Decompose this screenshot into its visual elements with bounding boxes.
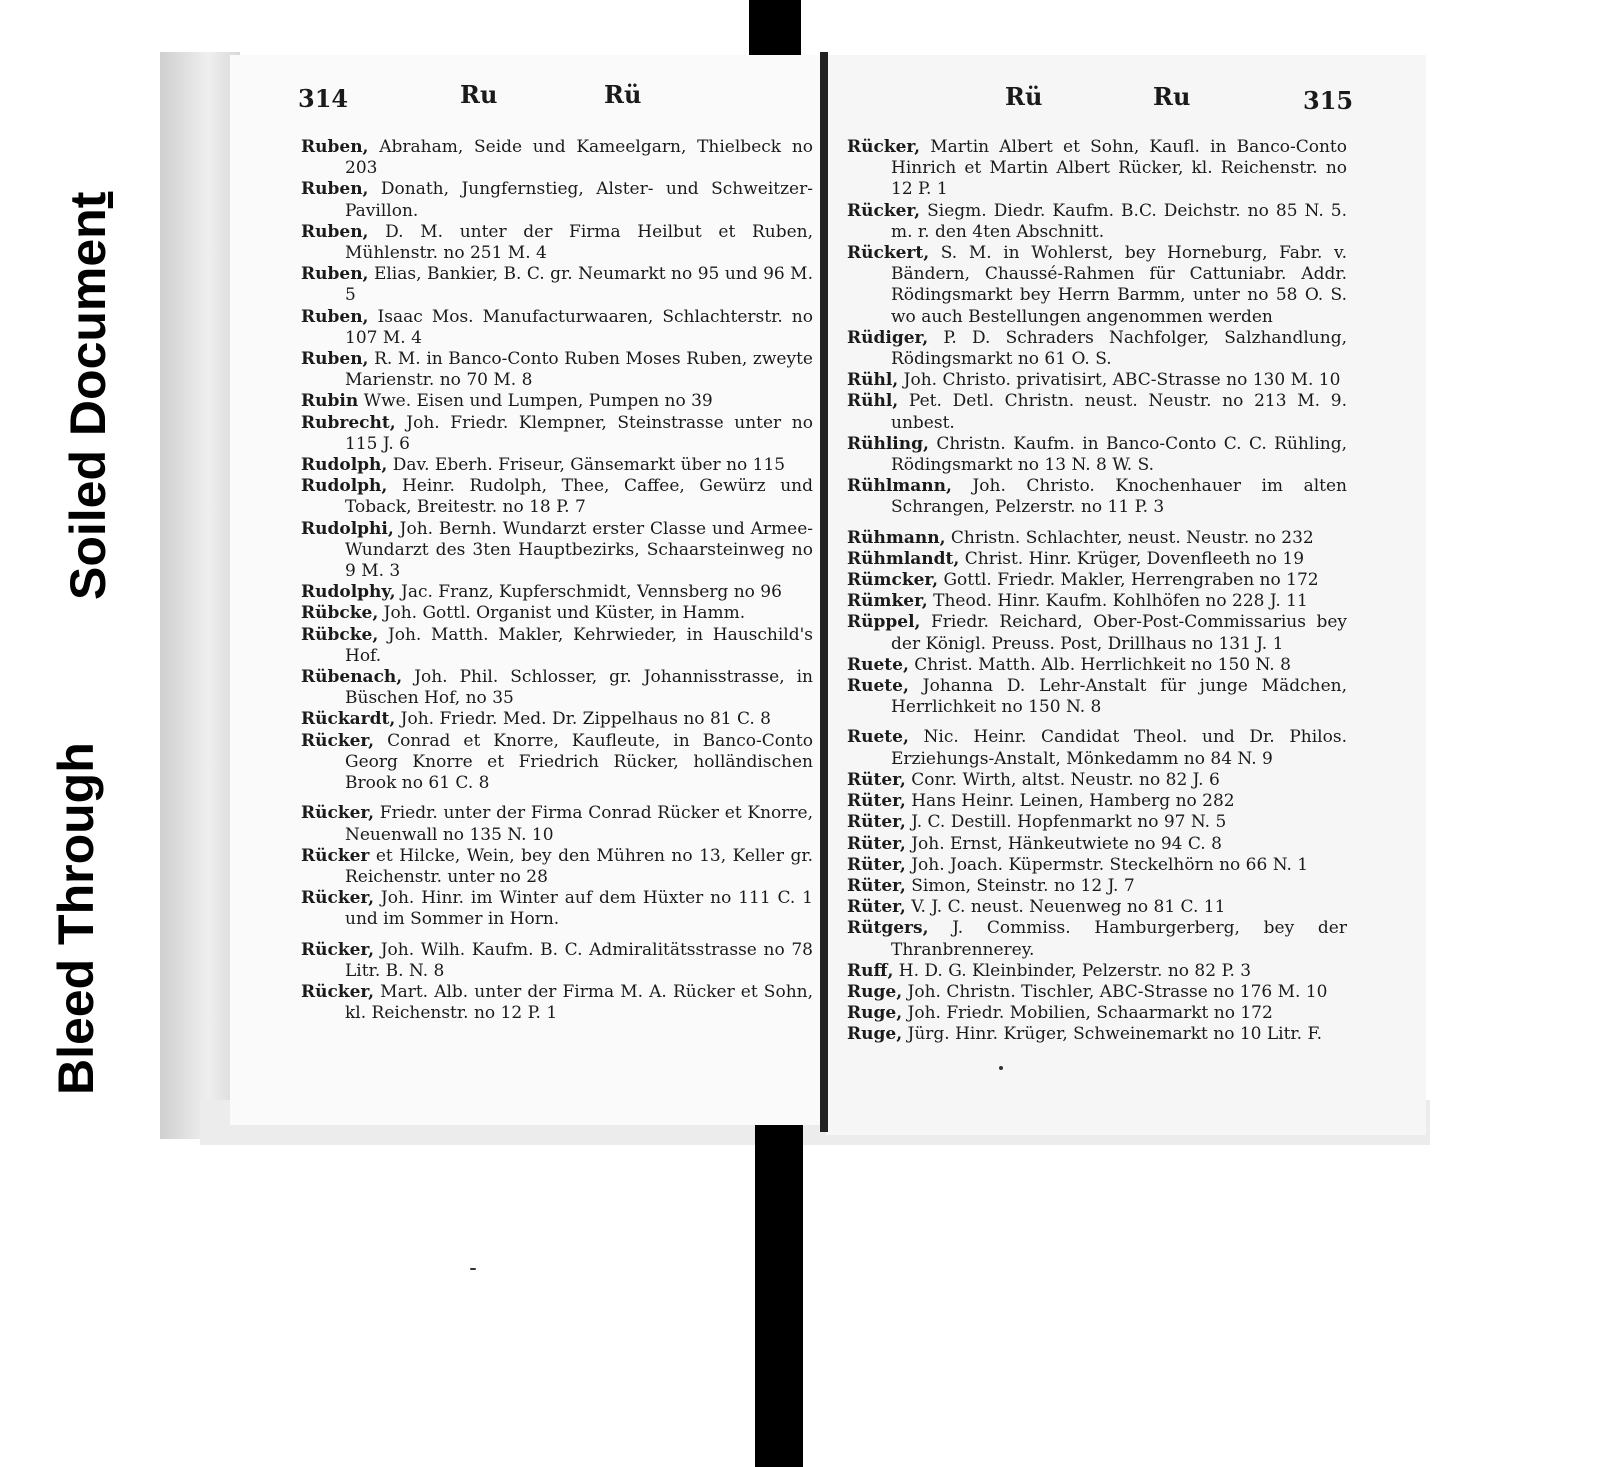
entry-text: Joh. Gottl. Organist und Küster, in Hamm. [378,603,746,624]
directory-entry [847,434,1347,476]
entry-name: Ruben, [301,179,369,200]
entry-name: Rühlmann, [847,476,952,497]
directory-entry [847,612,1347,654]
directory-entry [301,519,813,583]
directory-entry [847,328,1347,370]
entry-text: Mart. Alb. unter der Firma M. A. Rücker et Sohn, kl. Reichenstr. no 12 P. 1 [345,981,813,1024]
top-black-bar [749,0,801,55]
directory-entry [301,307,813,349]
directory-entry [847,570,1347,591]
entry-text: Joh. Christo. privatisirt, ABC-Strasse no 130 M. 10 [898,370,1341,391]
entry-name: Ruge, [847,981,903,1002]
entry-text: P. D. Schraders Nachfolger, Salzhandlung, Rödingsmarkt no 61 O. S. [891,327,1347,370]
entry-name: Rüter, [847,769,906,790]
entry-name: Rüter, [847,833,906,854]
entry-text: Elias, Bankier, B. C. gr. Neumarkt no 95 und 96 M. 5 [345,264,813,306]
entry-text: Donath, Jungfernstieg, Alster- und Schweitzer-Pavillon. [345,179,813,221]
entry-name: Ruben, [301,306,369,327]
directory-entry [301,264,813,306]
entry-name: Rübcke, [301,624,379,645]
entry-name: Rudolph, [301,476,388,497]
entry-text: Joh. Friedr. Med. Dr. Zippelhaus no 81 C. 8 [395,709,772,730]
entry-text: Hans Heinr. Leinen, Hamberg no 282 [905,791,1235,812]
entry-name: Rücker, [301,803,375,824]
left-page-heading-1: Ru [460,80,498,109]
directory-entry [847,370,1347,391]
directory-entry [301,667,813,709]
entry-text: Siegm. Diedr. Kaufm. B.C. Deichstr. no 85 N. 5. m. r. den 4ten Abschnitt. [891,200,1347,242]
entry-text: Joh. Wilh. Kaufm. B. C. Admiralitätsstrasse no 78 Litr. B. N. 8 [345,939,813,981]
directory-entry [301,413,813,455]
directory-entry [847,727,1347,769]
entry-name: Rudolphi, [301,518,394,539]
entry-text: et Hilcke, Wein, bey den Mühren no 13, Keller gr. Reichenstr. unter no 28 [345,845,813,887]
entry-text: Theod. Hinr. Kaufm. Kohlhöfen no 228 J. 11 [927,591,1308,612]
entry-text: H. D. G. Kleinbinder, Pelzerstr. no 82 P. 3 [893,960,1252,981]
left-page-number: 314 [298,84,349,113]
directory-entry [847,1003,1347,1024]
entry-name: Rüter, [847,854,906,875]
entry-text: Joh. Bernh. Wundarzt erster Classe und Armee-Wundarzt des 3ten Hauptbezirks, Schaarsteinweg no 9 M. 3 [345,518,813,582]
entry-text: Pet. Detl. Christn. neust. Neustr. no 213 M. 9. unbest. [891,391,1347,433]
directory-entry [847,791,1347,812]
entry-name: Rühmlandt, [847,548,960,569]
entry-name: Ruge, [847,1003,903,1024]
entry-name: Rücker, [301,981,375,1002]
entry-name: Rüppel, [847,612,921,633]
entry-text: Joh. Matth. Makler, Kehrwieder, in Hauschild's Hof. [345,624,813,666]
entry-text: Gottl. Friedr. Makler, Herrengraben no 172 [938,570,1319,591]
entry-text: Friedr. unter der Firma Conrad Rücker et Knorre, Neuenwall no 135 N. 10 [345,803,813,845]
entry-name: Ruff, [847,960,894,981]
entry-text: Conrad et Knorre, Kaufleute, in Banco-Conto Georg Knorre et Friedrich Rücker, holländischen Brook no 61 C. 8 [345,730,813,794]
entry-name: Ruben, [301,264,369,285]
directory-entry [301,731,813,795]
entry-name: Rübenach, [301,667,403,688]
directory-entry [301,603,813,624]
entry-name: Rühmann, [847,527,946,548]
directory-entry [847,897,1347,918]
directory-entry [301,846,813,888]
bleed-through-label: Bleed Through [48,742,104,1095]
entry-text: Christ. Hinr. Krüger, Dovenfleeth no 19 [959,548,1305,569]
directory-entry [847,549,1347,570]
entry-name: Rühl, [847,370,899,391]
entry-name: Rückardt, [301,709,396,730]
directory-entry [847,812,1347,833]
entry-text: Joh. Ernst, Hänkeutwiete no 94 C. 8 [905,833,1222,854]
entry-text: Heinr. Rudolph, Thee, Caffee, Gewürz und Toback, Breitestr. no 18 P. 7 [345,476,813,518]
entry-name: Rudolph, [301,455,388,476]
entry-text: Nic. Heinr. Candidat Theol. und Dr. Philos. Erziehungs-Anstalt, Mönkedamm no 84 N. 9 [891,727,1347,769]
directory-entry [301,455,813,476]
book-page-edges [160,52,240,1139]
entry-text: Joh. Hinr. im Winter auf dem Hüxter no 111 C. 1 und im Sommer in Horn. [345,888,813,930]
entry-text: Joh. Phil. Schlosser, gr. Johannisstrasse, in Büschen Hof, no 35 [345,667,813,709]
directory-entry [301,222,813,264]
entry-name: Rüter, [847,875,906,896]
ink-speck [999,1066,1003,1070]
entry-name: Ruete, [847,727,909,748]
entry-text: V. J. C. neust. Neuenweg no 81 C. 11 [905,897,1226,918]
directory-entry [301,888,813,930]
entry-text: Conr. Wirth, altst. Neustr. no 82 J. 6 [905,769,1220,790]
entry-text: Simon, Steinstr. no 12 J. 7 [905,875,1135,896]
directory-entry [301,582,813,603]
entry-name: Rüdiger, [847,327,929,348]
directory-entry [847,528,1347,549]
directory-entry [847,855,1347,876]
entry-name: Rücker, [301,939,375,960]
entry-name: Rückert, [847,243,930,264]
directory-entry [847,834,1347,855]
book-gutter [820,52,828,1132]
directory-entry [301,709,813,730]
entry-text: Joh. Friedr. Mobilien, Schaarmarkt no 172 [902,1003,1273,1024]
directory-entry [847,655,1347,676]
entry-name: Rütgers, [847,918,929,939]
entry-text: J. Commiss. Hamburgerberg, bey der Thranbrennerey. [891,918,1347,960]
entry-name: Rümcker, [847,570,939,591]
entry-name: Ruben, [301,349,369,370]
directory-entry [301,179,813,221]
directory-entry [301,940,813,982]
directory-entry [301,476,813,518]
entry-text: Joh. Christn. Tischler, ABC-Strasse no 176 M. 10 [902,981,1328,1002]
entry-text: Friedr. Reichard, Ober-Post-Commissarius bey der Königl. Preuss. Post, Drillhaus no 131 J. 1 [891,612,1347,654]
directory-entry [847,961,1347,982]
entry-name: Rüter, [847,897,906,918]
directory-entry [847,770,1347,791]
left-page-heading-2: Rü [604,80,642,109]
entry-name: Rudolphy, [301,582,396,603]
entry-name: Rümker, [847,591,928,612]
entry-name: Ruge, [847,1024,903,1045]
entry-text: Wwe. Eisen und Lumpen, Pumpen no 39 [358,391,713,412]
entry-text: J. C. Destill. Hopfenmarkt no 97 N. 5 [905,812,1227,833]
directory-entry [847,137,1347,201]
entry-name: Ruben, [301,137,369,157]
entry-name: Ruete, [847,654,909,675]
directory-entry [847,391,1347,433]
entry-text: Christn. Kaufm. in Banco-Conto C. C. Rühling, Rödingsmarkt no 13 N. 8 W. S. [891,433,1347,476]
entry-name: Ruete, [847,676,909,697]
entry-name: Ruben, [301,221,369,242]
entry-text: D. M. unter der Firma Heilbut et Ruben, Mühlenstr. no 251 M. 4 [345,221,813,264]
entry-text: Christ. Matth. Alb. Herrlichkeit no 150 N. 8 [908,654,1291,675]
entry-name: Rüter, [847,791,906,812]
entry-text: Dav. Eberh. Friseur, Gänsemarkt über no 115 [387,455,786,476]
left-page-entries [301,137,813,1024]
directory-entry [847,201,1347,243]
entry-name: Rücker, [301,888,375,909]
entry-text: Martin Albert et Sohn, Kaufl. in Banco-Conto Hinrich et Martin Albert Rücker, kl. Reichenstr. no 12 P. 1 [891,137,1347,200]
entry-name: Rücker, [301,730,375,751]
right-page-heading-1: Rü [1005,82,1043,111]
directory-entry [847,476,1347,518]
directory-entry [301,982,813,1024]
entry-name: Rücker, [847,137,921,157]
entry-text: Christn. Schlachter, neust. Neustr. no 232 [945,527,1314,548]
entry-name: Rücker, [847,200,921,221]
entry-name: Rubrecht, [301,412,396,433]
right-page-entries [847,137,1347,1046]
entry-text: R. M. in Banco-Conto Ruben Moses Ruben, zweyte Marienstr. no 70 M. 8 [345,349,813,391]
entry-name: Rühling, [847,433,929,454]
entry-name: Rüter, [847,812,906,833]
right-page-heading-2: Ru [1153,82,1191,111]
entry-text: Joh. Christo. Knochenhauer im alten Schrangen, Pelzerstr. no 11 P. 3 [891,476,1347,518]
directory-entry [847,1024,1347,1045]
directory-entry [301,803,813,845]
entry-name: Rücker [301,845,370,866]
directory-entry [847,676,1347,718]
entry-text: S. M. in Wohlerst, bey Horneburg, Fabr. v. Bändern, Chaussé-Rahmen für Cattuniabr. Addr. Rödingsmarkt bey Herrn Barmm, unter no 58 O. S. wo auch Bestellungen angenommen werden [891,243,1347,327]
entry-text: Joh. Friedr. Klempner, Steinstrasse unter no 115 J. 6 [345,412,813,454]
entry-text: Johanna D. Lehr-Anstalt für junge Mädchen, Herrlichkeit no 150 N. 8 [891,676,1347,718]
directory-entry [847,982,1347,1003]
directory-entry [847,243,1347,328]
right-page-number: 315 [1303,86,1354,115]
directory-entry [847,876,1347,897]
entry-text: Jürg. Hinr. Krüger, Schweinemarkt no 10 Litr. F. [902,1024,1323,1045]
directory-entry [301,625,813,667]
directory-entry [301,391,813,412]
entry-name: Rühl, [847,391,899,412]
entry-name: Rubin [301,391,359,412]
soiled-document-label: Soiled Document [60,191,116,600]
entry-text: Isaac Mos. Manufacturwaaren, Schlachterstr. no 107 M. 4 [345,306,813,348]
entry-name: Rübcke, [301,603,379,624]
directory-entry [301,349,813,391]
entry-text: Abraham, Seide und Kameelgarn, Thielbeck no 203 [345,137,813,179]
directory-entry [847,918,1347,960]
entry-text: Joh. Joach. Küpermstr. Steckelhörn no 66 N. 1 [905,854,1309,875]
ink-speck [470,1268,476,1270]
bottom-black-bar [755,1125,803,1467]
directory-entry [847,591,1347,612]
directory-entry [301,137,813,179]
entry-text: Jac. Franz, Kupferschmidt, Vennsberg no 96 [395,582,782,603]
